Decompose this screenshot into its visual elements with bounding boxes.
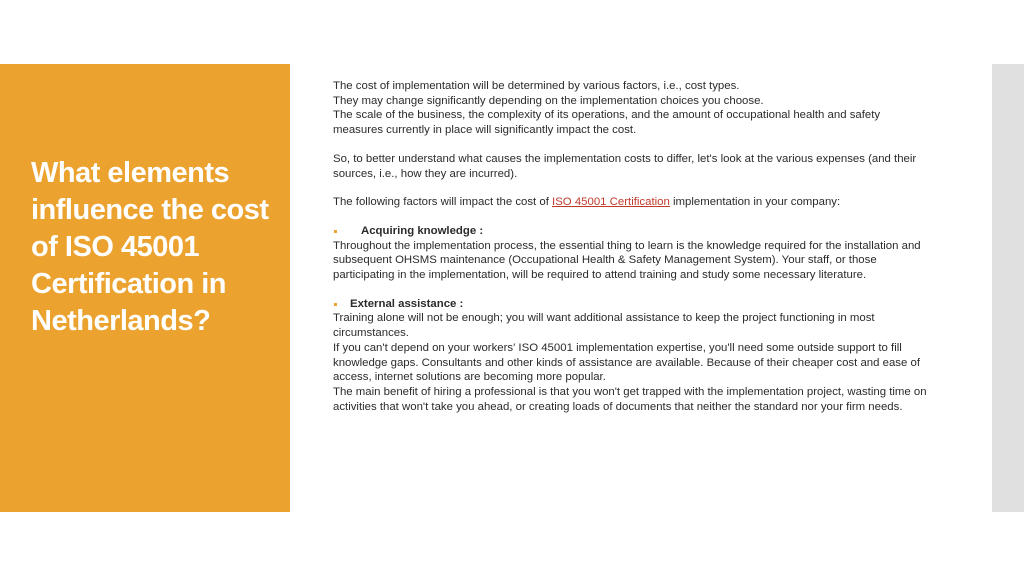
paragraph-3	[333, 195, 933, 210]
slide-title: What elements influence the cost of ISO 45001 Certification in Netherlands?	[31, 157, 269, 337]
section-2-heading: External assistance :	[350, 297, 464, 310]
paragraph-2: So, to better understand what causes the implementation costs to differ, let's look at the various expenses (and their sources, i.e., how they are incurred).	[333, 152, 917, 180]
section-2-text-2: If you can't depend on your workers' ISO 45001 implementation expertise, you'll need some outside support to fill knowledge gaps. Consultants and other kinds of assistance are available. Because of their cheaper cost and ease of access, internet solutions are becoming more popular.	[333, 341, 920, 384]
paragraph-3-before: The following factors will impact the cost of	[333, 196, 553, 209]
paragraph-1-line-2: They may change significantly depending on the implementation choices you choose.	[333, 94, 764, 107]
side-bar	[992, 64, 1024, 512]
bullet-external-assistance	[333, 297, 933, 312]
bullet-icon	[334, 303, 337, 306]
iso-45001-link[interactable]: ISO 45001 Certification	[552, 196, 670, 209]
section-1-text: Throughout the implementation process, the essential thing to learn is the knowledge required for the installation and subsequent OHSMS maintenance (Occupational Health & Safety Management System). Your staff, or those participating in the implementation, will be required to attend training and study some necessary literature.	[333, 239, 921, 282]
section-1-heading: Acquiring knowledge :	[361, 224, 484, 237]
paragraph-1-line-3: The scale of the business, the complexity of its operations, and the amount of occupational health and safety measures currently in place will significantly impact the cost.	[333, 109, 881, 137]
bullet-icon	[334, 230, 337, 233]
body-text	[333, 79, 933, 414]
section-2-text-1: Training alone will not be enough; you will want additional assistance to keep the project functioning in most circumstances.	[333, 312, 875, 340]
bullet-acquiring-knowledge	[333, 224, 933, 239]
paragraph-1-line-1: The cost of implementation will be determined by various factors, i.e., cost types.	[333, 80, 740, 92]
section-2-text-3: The main benefit of hiring a professional is that you won't get trapped with the implementation project, wasting time on activities that won't take you ahead, or creating loads of documents that neither the standard nor your firm needs.	[333, 385, 927, 413]
paragraph-3-after: implementation in your company:	[669, 196, 841, 209]
